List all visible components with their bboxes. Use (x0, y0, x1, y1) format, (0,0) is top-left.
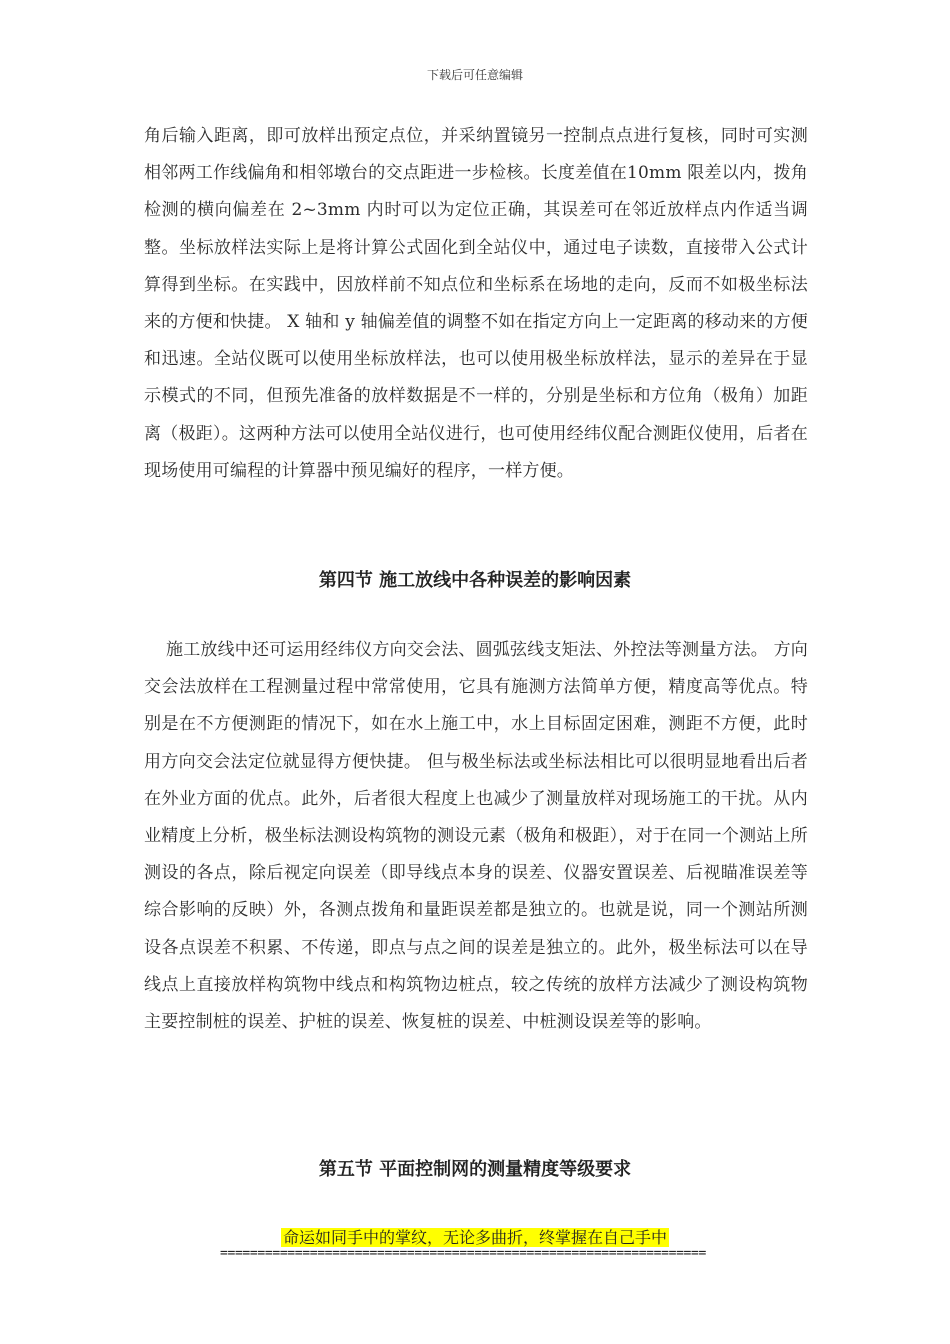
section-heading-4: 第四节 施工放线中各种误差的影响因素 (318, 570, 632, 591)
header-note: 下载后可任意编辑 (426, 68, 523, 82)
paragraph-polar-coordinate-method: 角后输入距离，即可放样出预定点位，并采纳置镜另一控制点点进行复核，同时可实测相邻两工作线偏角和相邻墩台的交点距进一步检核。长度差值在10mm 限差以内，拨角检测的横向偏差在 2~3mm 内时可以为定位正确，其误差可在邻近放样点内作适当调整。坐标放样法实际上是将计算公式固化到全站仪中，通过电子读数，直接带入公式计算得到坐标。在实践中，因放样前不知点位和坐标系在场地的走向，反而不如极坐标法来的方便和快捷。 X 轴和 y 轴偏差值的调整不如在指定方向上一定距离的移动来的方便和迅速。全站仪既可以使用坐标放样法，也可以使用极坐标放样法，显示的差异在于显示模式的不同，但预先准备的放样数据是不一样的，分别是坐标和方位角（极角）加距离（极距）。这两种方法可以使用全站仪进行，也可使用经纬仪配合测距仪使用，后者在现场使用可编程的计算器中预见编好的程序，一样方便。 (144, 126, 808, 481)
paragraph-other-methods-text: 施工放线中还可运用经纬仪方向交会法、圆弧弦线支矩法、外控法等测量方法。 方向交会法放样在工程测量过程中常常使用，它具有施测方法简单方便，精度高等优点。特别是在不方便测距的情况下，如在水上施工中，水上目标固定困难，测距不方便，此时用方向交会法定位就显得方便快捷。 但与极坐标法或坐标法相比可以很明显地看出后者在外业方面的优点。此外，后者很大程度上也减少了测量放样对现场施工的干扰。从内业精度上分析，极坐标法测设构筑物的测设元素（极角和极距），对于在同一个测站上所测设的各点，除后视定向误差（即导线点本身的误差、仪器安置误差、后视瞄准误差等综合影响的反映）外，各测点拨角和量距误差都是独立的。也就是说，同一个测站所测设各点误差不积累、不传递，即点与点之间的误差是独立的。此外，极坐标法可以在导线点上直接放样构筑物中线点和构筑物边桩点，较之传统的放样方法减少了测设构筑物主要控制桩的误差、护桩的误差、恢复桩的误差、中桩测设误差等的影响。 (144, 640, 809, 1033)
section-heading-5: 第五节 平面控制网的测量精度等级要求 (318, 1159, 632, 1180)
footer-motto (0, 1225, 950, 1248)
footer-motto-text: 命运如同手中的掌纹，无论多曲折，终掌握在自己手中 (282, 1228, 667, 1247)
paragraph-other-methods (144, 632, 808, 1041)
footer-divider: ================================================================= (220, 1246, 706, 1261)
